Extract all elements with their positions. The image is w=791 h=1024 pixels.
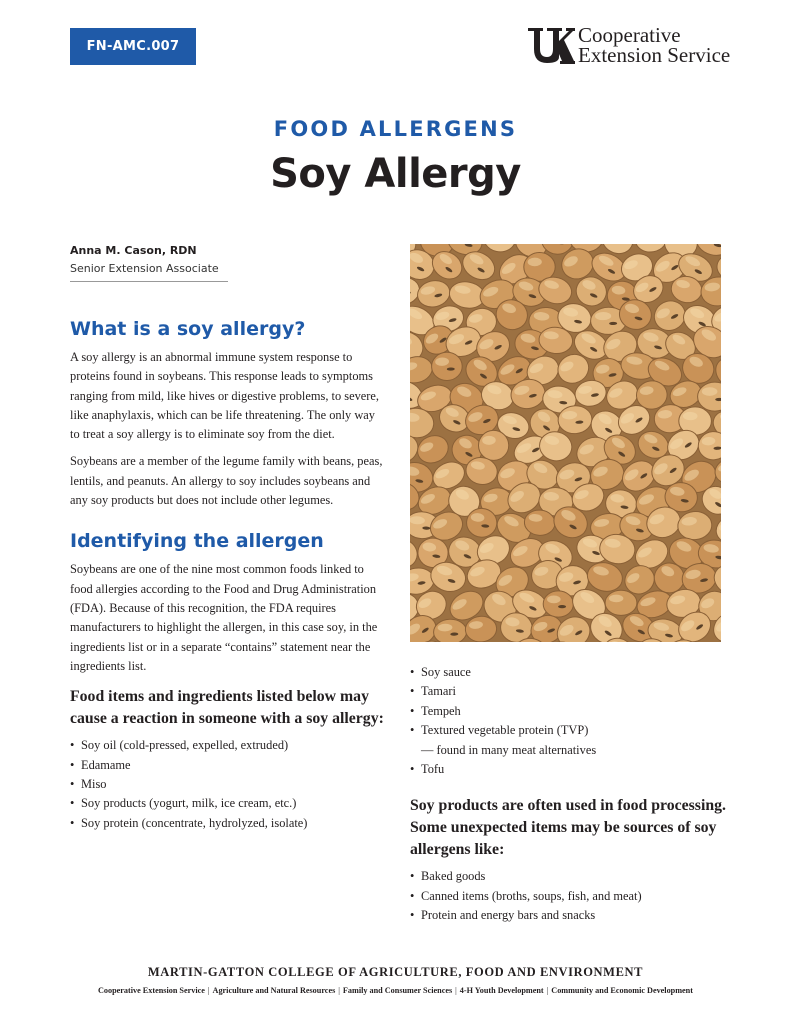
list-item: • Tempeh — [410, 702, 730, 721]
logo-line-1: Cooperative — [578, 23, 681, 47]
list-item: • Soy protein (concentrate, hydrolyzed, isolate) — [70, 814, 386, 833]
logo-line-2: Extension Service — [578, 43, 731, 67]
soybeans-image — [410, 244, 721, 642]
publication-code-badge: FN-AMC.007 — [70, 28, 196, 65]
footer-separator: | — [207, 986, 210, 995]
footer-separator: | — [546, 986, 549, 995]
paragraph: A soy allergy is an abnormal immune system response to proteins found in soybeans. This response leads to symptoms ranging from mild, like hives or digestive problems, to severe, like anaphylaxis, which can be life threatening. The only way to treat a soy allergy is to eliminate soy from the diet. — [70, 350, 380, 442]
list-item: • Canned items (broths, soups, fish, and meat) — [410, 887, 730, 906]
list-item: • Soy sauce — [410, 663, 730, 682]
section-heading-what-is: What is a soy allergy? — [70, 318, 306, 340]
list-item: • Tofu — [410, 760, 730, 779]
list-item: • Protein and energy bars and snacks — [410, 906, 730, 925]
list-item: • Tamari — [410, 682, 730, 701]
paragraph: Soybeans are one of the nine most common foods linked to food allergies according to the Food and Drug Administration (FDA). Because of this recognition, the FDA requires manufacturers to highlight the allergen, in this case soy, in the ingredients list or in a separate “contains” statement near the ingredients list. — [70, 562, 378, 673]
footer-link: 4-H Youth Development — [459, 986, 544, 995]
right-column — [410, 663, 730, 926]
left-column — [70, 312, 386, 833]
list-item: • Baked goods — [410, 867, 730, 886]
uk-logo-icon — [527, 27, 575, 65]
soybeans-photo — [410, 244, 721, 642]
footer-link: Cooperative Extension Service — [98, 986, 205, 995]
soy-food-list — [410, 663, 730, 779]
section-heading-identifying: Identifying the allergen — [70, 530, 324, 553]
footer-links — [0, 986, 791, 995]
page-title: Soy Allergy — [270, 151, 521, 197]
list-item: • Edamame — [70, 756, 386, 775]
footer-link: Agriculture and Natural Resources — [212, 986, 336, 995]
footer-link: Family and Consumer Sciences — [342, 986, 453, 995]
footer-college-name: MARTIN-GATTON COLLEGE OF AGRICULTURE, FOOD AND ENVIRONMENT — [147, 965, 644, 979]
footer-separator: | — [455, 986, 457, 995]
author-block — [70, 244, 228, 282]
footer-link: Community and Economic Development — [551, 986, 693, 995]
author-divider — [70, 281, 228, 282]
author-role: Senior Extension Associate — [70, 262, 219, 275]
list-heading-processing: Soy products are often used in food processing. Some unexpected items may be sources of soy allergens like: — [410, 797, 726, 859]
unexpected-sources-list — [410, 867, 730, 925]
list-item: • Soy oil (cold-pressed, expelled, extruded) — [70, 736, 386, 755]
list-item-text: Textured vegetable protein (TVP) — [421, 723, 589, 738]
logo-text — [578, 25, 730, 65]
author-name: Anna M. Cason, RDN — [70, 244, 197, 257]
ingredient-list — [70, 736, 386, 833]
list-item-note: — found in many meat alternatives — [421, 742, 597, 757]
list-item: • Soy products (yogurt, milk, ice cream, etc.) — [70, 794, 386, 813]
paragraph: Soybeans are a member of the legume family with beans, peas, lentils, and peanuts. An allergy to soy includes soybeans and any soy products but does not include other legumes. — [70, 454, 383, 508]
uk-extension-logo — [527, 24, 757, 68]
footer-separator: | — [338, 986, 340, 995]
list-heading-ingredients: Food items and ingredients listed below may cause a reaction in someone with a soy allergy: — [70, 688, 384, 728]
list-item: • Miso — [70, 775, 386, 794]
series-kicker: FOOD ALLERGENS — [273, 117, 518, 141]
list-item — [410, 721, 730, 760]
